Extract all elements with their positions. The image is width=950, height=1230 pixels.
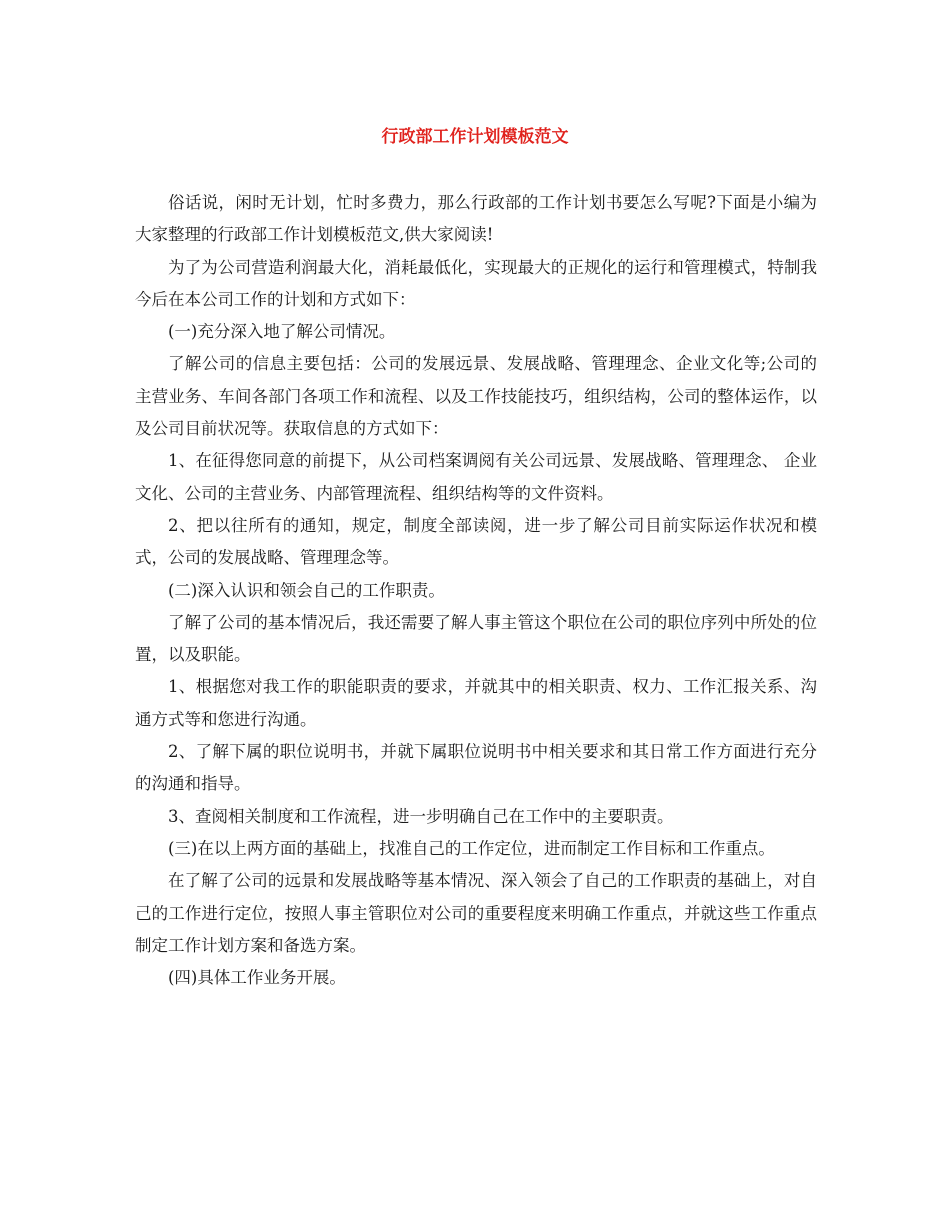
paragraph: 2、把以往所有的通知，规定，制度全部读阅，进一步了解公司目前实际运作状况和模式，公司的发展战略、管理理念等。 [135,515,817,568]
paragraph: (一)充分深入地了解公司情况。 [168,322,396,342]
paragraph: 为了为公司营造利润最大化，消耗最低化，实现最大的正规化的运行和管理模式，特制我今后在本公司工作的计划和方式如下： [135,257,817,309]
paragraph: 俗话说，闲时无计划，忙时多费力，那么行政部的工作计划书要怎么写呢?下面是小编为大家整理的行政部工作计划模板范文,供大家阅读! [135,193,817,245]
document-body [135,187,817,994]
document-title: 行政部工作计划模板范文 [381,127,569,147]
paragraph: 了解了公司的基本情况后，我还需要了解人事主管这个职位在公司的职位序列中所处的位置，以及职能。 [135,612,817,665]
paragraph: (二)深入认识和领会自己的工作职责。 [168,580,445,600]
paragraph: 在了解了公司的远景和发展战略等基本情况、深入领会了自己的工作职责的基础上，对自己的工作进行定位，按照人事主管职位对公司的重要程度来明确工作重点，并就这些工作重点制定工作计划方案和备选方案。 [135,871,817,955]
paragraph: (三)在以上两方面的基础上，找准自己的工作定位，进而制定工作目标和工作重点。 [168,838,775,858]
paragraph: 3、查阅相关制度和工作流程，进一步明确自己在工作中的主要职责。 [168,806,674,826]
paragraph: 2、了解下属的职位说明书，并就下属职位说明书中相关要求和其日常工作方面进行充分的沟通和指导。 [135,742,817,794]
paragraph: 1、在征得您同意的前提下，从公司档案调阅有关公司远景、发展战略、管理理念、 企业文化、公司的主营业务、内部管理流程、组织结构等的文件资料。 [135,451,817,503]
paragraph: (四)具体工作业务开展。 [168,968,346,988]
paragraph: 1、根据您对我工作的职能职责的要求，并就其中的相关职责、权力、工作汇报关系、沟通方式等和您进行沟通。 [135,677,817,729]
paragraph: 了解公司的信息主要包括：公司的发展远景、发展战略、管理理念、企业文化等;公司的主营业务、车间各部门各项工作和流程、以及工作技能技巧，组织结构，公司的整体运作，以及公司目前状况等。获取信息的方式如下： [135,354,817,439]
